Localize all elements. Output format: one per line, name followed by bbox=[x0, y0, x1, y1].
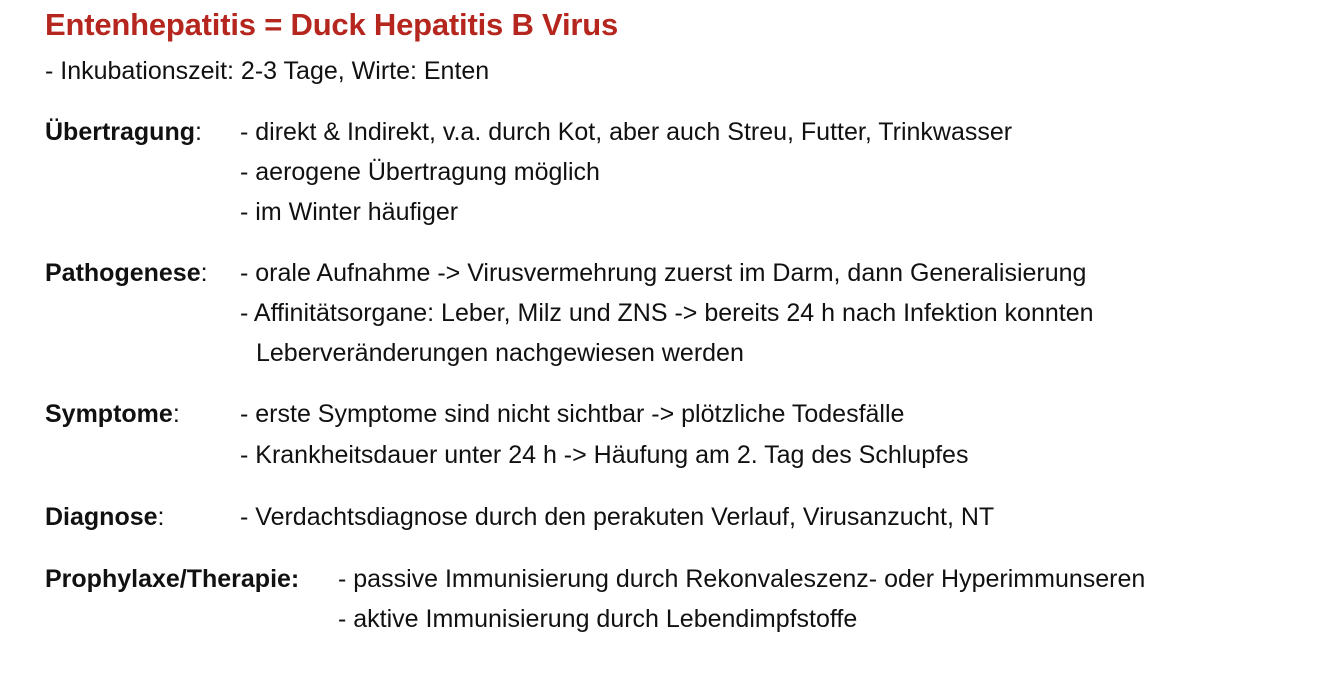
section-label-prophylaxe bbox=[45, 564, 299, 594]
section-label-symptome-text: Symptome bbox=[45, 400, 173, 428]
symptome-line-1: - erste Symptome sind nicht sichtbar -> plötzliche Todesfälle bbox=[240, 400, 905, 428]
section-label-symptome-colon: : bbox=[172, 400, 180, 428]
section-label-uebertragung bbox=[45, 117, 202, 147]
section-label-pathogenese bbox=[45, 258, 208, 288]
section-label-pathogenese-colon: : bbox=[200, 259, 208, 287]
section-label-symptome bbox=[45, 399, 180, 429]
section-label-uebertragung-colon: : bbox=[195, 118, 202, 146]
diagnose-line-1: - Verdachtsdiagnose durch den perakuten Verlauf, Virusanzucht, NT bbox=[240, 503, 995, 531]
intro-line: - Inkubationszeit: 2-3 Tage, Wirte: Enten bbox=[45, 57, 490, 85]
section-label-diagnose-text: Diagnose bbox=[45, 503, 158, 531]
uebertragung-line-1: - direkt & Indirekt, v.a. durch Kot, aber auch Streu, Futter, Trinkwasser bbox=[240, 118, 1013, 146]
section-label-diagnose-colon: : bbox=[157, 503, 165, 531]
pathogenese-line-3: Leberveränderungen nachgewiesen werden bbox=[256, 339, 744, 367]
uebertragung-line-2: - aerogene Übertragung möglich bbox=[240, 158, 600, 186]
section-label-diagnose bbox=[45, 502, 164, 532]
prophylaxe-line-1: - passive Immunisierung durch Rekonvaleszenz- oder Hyperimmunseren bbox=[338, 565, 1146, 593]
symptome-line-2: - Krankheitsdauer unter 24 h -> Häufung am 2. Tag des Schlupfes bbox=[240, 441, 969, 469]
page-title: Entenhepatitis = Duck Hepatitis B Virus bbox=[45, 7, 619, 42]
section-label-prophylaxe-text: Prophylaxe/Therapie: bbox=[45, 565, 300, 593]
uebertragung-line-3: - im Winter häufiger bbox=[240, 198, 459, 226]
prophylaxe-line-2: - aktive Immunisierung durch Lebendimpfstoffe bbox=[338, 605, 858, 633]
pathogenese-line-1: - orale Aufnahme -> Virusvermehrung zuerst im Darm, dann Generalisierung bbox=[240, 259, 1087, 287]
section-label-uebertragung-text: Übertragung bbox=[45, 118, 195, 146]
pathogenese-line-2: - Affinitätsorgane: Leber, Milz und ZNS -> bereits 24 h nach Infektion konnten bbox=[240, 299, 1094, 327]
section-label-pathogenese-text: Pathogenese bbox=[45, 259, 201, 287]
